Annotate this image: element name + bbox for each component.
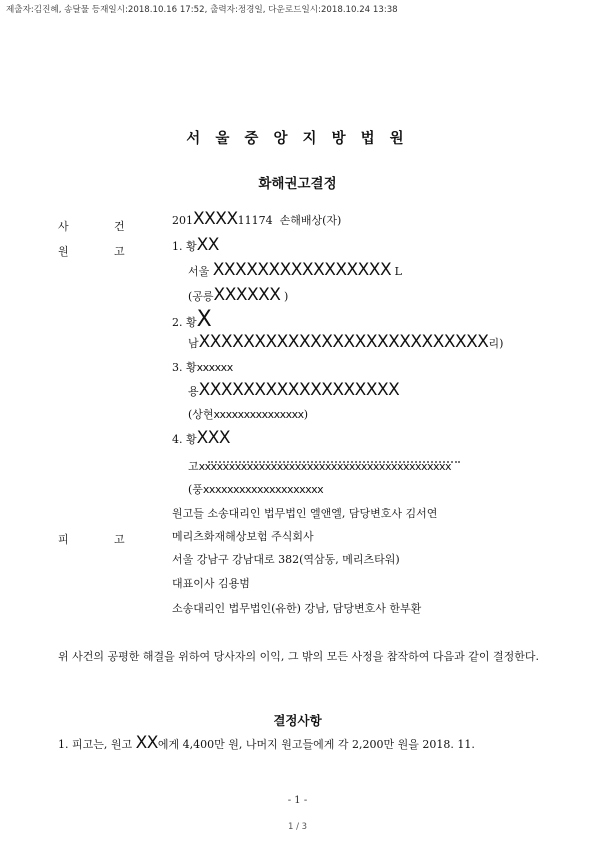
- decision-item-1-redaction: XX: [135, 733, 158, 753]
- plaintiff-1-name-prefix: 황: [186, 240, 197, 253]
- plaintiff-counsel: 원고들 소송대리인 법무법인 엘앤엘, 담당변호사 김서연: [172, 507, 438, 520]
- plaintiff-4-sub-prefix: (풍: [188, 483, 203, 496]
- plaintiff-3-name-redaction: xxxxxx: [196, 361, 233, 374]
- plaintiff-3-name: [172, 361, 233, 375]
- plaintiff-4-sub-address: [188, 483, 323, 497]
- decision-item-1-prefix: 1. 피고는, 원고: [58, 738, 133, 751]
- plaintiff-2-address-suffix: 리): [488, 337, 504, 350]
- plaintiff-label-2: 고: [114, 245, 125, 258]
- plaintiff-3-sub-redaction: xxxxxxxxxxxxxxx: [213, 408, 304, 421]
- plaintiff-4-address-redaction: xxxxxxxxxxxxxxxxxxxxxxxxxxxxxxxxxxxxxxxxxx: [198, 460, 452, 473]
- plaintiff-1-address: [188, 260, 402, 280]
- case-label-2: 건: [114, 220, 125, 233]
- defendant-name: 메리츠화재해상보험 주식회사: [172, 530, 314, 543]
- plaintiff-3-sub-suffix: ): [303, 408, 308, 421]
- plaintiff-4-name-prefix: 황: [186, 433, 197, 446]
- plaintiff-2-address-redaction: XXXXXXXXXXXXXXXXXXXXXXXXXX: [198, 332, 489, 352]
- plaintiff-2-name-prefix: 황: [186, 316, 197, 329]
- plaintiff-label-1: 원: [58, 245, 69, 258]
- plaintiff-3-sub-address: [188, 408, 308, 422]
- plaintiff-3-sub-prefix: (상현: [188, 408, 214, 421]
- plaintiff-1-address-suffix: L: [394, 265, 402, 278]
- plaintiff-1-sub-address: [188, 285, 289, 305]
- plaintiff-4-address: [188, 460, 451, 474]
- defendant-counsel: 소송대리인 법무법인(유한) 강남, 담당변호사 한부환: [172, 602, 422, 615]
- plaintiff-4-name-redaction: XXX: [196, 428, 231, 448]
- document-header-meta: 제출자:김진혜, 송달물 등재일시:2018.10.16 17:52, 출력자:정경일, 다운로드일시:2018.10.24 13:38: [6, 5, 398, 15]
- case-number-suffix: 11174: [237, 214, 273, 227]
- case-number-redaction: XXXX: [193, 209, 238, 229]
- defendant-representative: 대표이사 김용범: [172, 577, 250, 590]
- plaintiff-3-address: [188, 380, 400, 400]
- case-number-prefix: 201: [172, 214, 193, 227]
- page-number: - 1 -: [287, 795, 308, 806]
- plaintiff-1-address-prefix: 서울: [188, 265, 210, 278]
- plaintiff-4-sub-redaction: xxxxxxxxxxxxxxxxxxxx: [202, 483, 324, 496]
- court-name: 서 울 중 앙 지 방 법 원: [186, 131, 409, 147]
- plaintiff-4-address-prefix: 고: [188, 460, 199, 473]
- plaintiff-1-name: [172, 235, 219, 255]
- decision-heading: 결정사항: [273, 713, 322, 728]
- plaintiff-4-name: [172, 428, 231, 448]
- case-name: 손해배상(자): [279, 214, 342, 227]
- plaintiff-1-number: 1.: [172, 240, 183, 253]
- plaintiff-1-sub-suffix: ): [283, 290, 289, 303]
- plaintiff-3-address-prefix: 용: [188, 385, 199, 398]
- plaintiff-2-name: [172, 307, 212, 332]
- case-number: [172, 209, 342, 229]
- decision-item-1-suffix: 에게 4,400만 원, 나머지 원고들에게 각 2,200만 원을 2018. 11.: [157, 738, 475, 751]
- intro-paragraph: 위 사건의 공평한 해결을 위하여 당사자의 이익, 그 밖의 모든 사정을 참작하여 다음과 같이 결정한다.: [58, 650, 539, 663]
- plaintiff-4-number: 4.: [172, 433, 183, 446]
- plaintiff-2-number: 2.: [172, 316, 183, 329]
- plaintiff-3-number: 3.: [172, 361, 183, 374]
- plaintiff-3-address-redaction: XXXXXXXXXXXXXXXXXX: [198, 380, 400, 400]
- plaintiff-2-address-prefix: 남: [188, 337, 199, 350]
- plaintiff-1-address-redaction: XXXXXXXXXXXXXXXX: [212, 260, 392, 280]
- document-title: 화해권고결정: [258, 176, 337, 192]
- decision-item-1: [58, 733, 475, 753]
- plaintiff-1-name-redaction: XX: [196, 235, 219, 255]
- plaintiff-2-name-redaction: X: [196, 307, 212, 332]
- defendant-address: 서울 강남구 강남대로 382(역삼동, 메리츠타워): [172, 553, 400, 566]
- plaintiff-3-name-prefix: 황: [186, 361, 197, 374]
- plaintiff-1-sub-redaction: XXXXXX: [213, 285, 281, 305]
- case-label-1: 사: [58, 220, 69, 233]
- page-count: 1 / 3: [287, 822, 308, 832]
- plaintiff-2-address: [188, 332, 504, 352]
- plaintiff-1-sub-prefix: (공릉: [188, 290, 214, 303]
- defendant-label-2: 고: [114, 533, 125, 546]
- defendant-label-1: 피: [58, 533, 69, 546]
